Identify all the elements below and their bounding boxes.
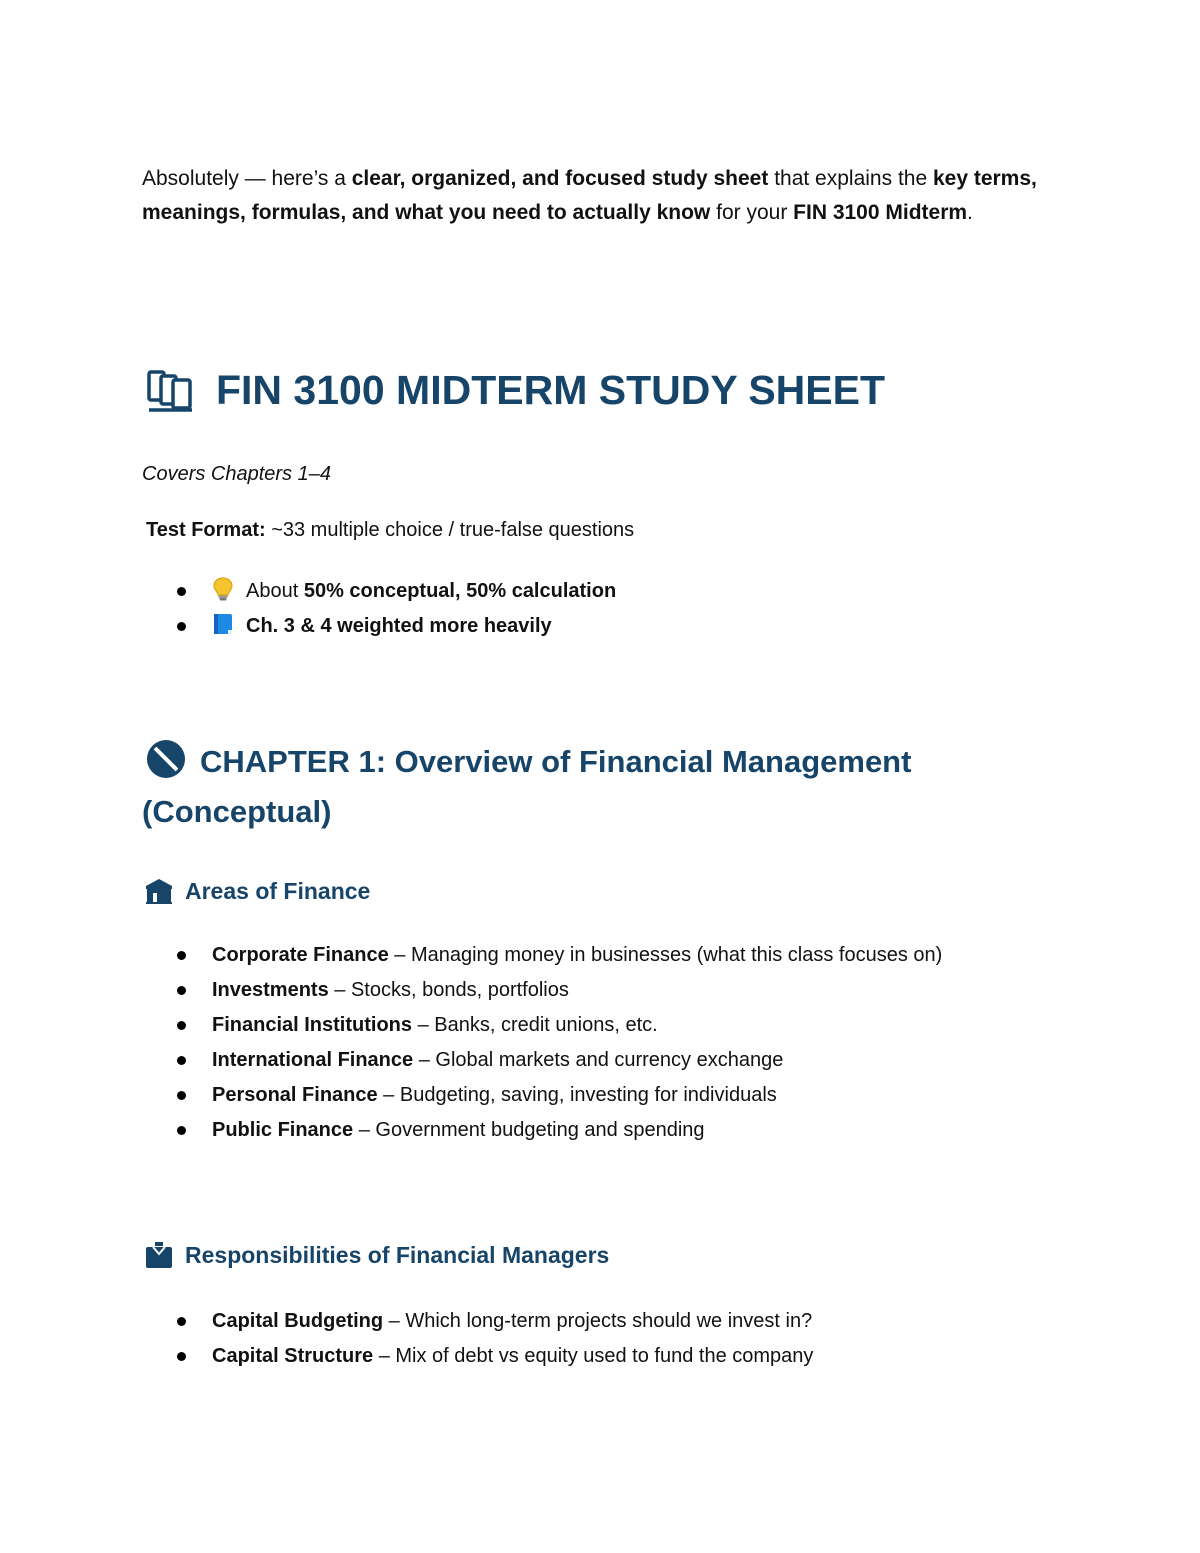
intro-bold-3: FIN 3100 Midterm	[793, 201, 968, 224]
intro-paragraph	[142, 162, 1042, 230]
blue-book-icon	[212, 612, 234, 636]
bullet-text: About	[246, 580, 304, 602]
list-item	[0, 574, 616, 609]
term: Capital Budgeting	[212, 1310, 384, 1332]
definition: – Government budgeting and spending	[353, 1119, 705, 1141]
format-bullet-list	[0, 574, 616, 644]
responsibilities-list	[0, 1304, 813, 1374]
term: Financial Institutions	[212, 1014, 413, 1036]
intro-text-2: that explains the	[768, 167, 933, 190]
definition: – Budgeting, saving, investing for individuals	[377, 1084, 777, 1106]
areas-of-finance-heading	[145, 874, 370, 908]
test-format-line	[146, 515, 634, 545]
intro-bold-2: key terms, meanings, formulas, and what you need to actually know	[142, 167, 1037, 224]
responsibilities-title: Responsibilities of Financial Managers	[185, 1242, 610, 1268]
intro-bold-1: clear, organized, and focused study sheet	[351, 167, 769, 190]
list-item	[0, 609, 616, 644]
definition: – Which long-term projects should we invest in?	[383, 1310, 813, 1332]
covers-subtitle: Covers Chapters 1–4	[142, 463, 331, 485]
list-item	[0, 1339, 813, 1374]
list-item	[0, 938, 942, 973]
term: Public Finance	[212, 1119, 354, 1141]
chapter-1-heading	[142, 737, 1002, 837]
definition: – Managing money in businesses (what this class focuses on)	[388, 944, 943, 966]
areas-of-finance-title: Areas of Finance	[185, 878, 371, 904]
term: Corporate Finance	[212, 944, 389, 966]
definition: – Mix of debt vs equity used to fund the company	[373, 1345, 814, 1367]
list-item	[0, 973, 942, 1008]
list-item	[0, 1304, 813, 1339]
term: Capital Structure	[212, 1345, 374, 1367]
term: Investments	[212, 979, 329, 1001]
areas-list	[0, 938, 942, 1148]
responsibilities-heading	[145, 1238, 609, 1272]
term: International Finance	[212, 1049, 414, 1071]
intro-text-4: .	[967, 201, 973, 224]
page-title	[146, 362, 885, 418]
test-format-value: ~33 multiple choice / true-false questions	[265, 519, 635, 541]
page-title-text: FIN 3100 MIDTERM STUDY SHEET	[216, 367, 886, 413]
bank-icon	[145, 877, 173, 905]
list-item	[0, 1008, 942, 1043]
term: Personal Finance	[212, 1084, 378, 1106]
no-entry-icon	[146, 739, 186, 779]
definition: – Stocks, bonds, portfolios	[328, 979, 569, 1001]
bullet-bold: 50% conceptual, 50% calculation	[303, 580, 617, 602]
books-icon	[146, 366, 198, 414]
definition: – Global markets and currency exchange	[413, 1049, 784, 1071]
intro-text-3: for your	[710, 201, 794, 224]
test-format-label: Test Format:	[146, 519, 266, 541]
definition: – Banks, credit unions, etc.	[412, 1014, 658, 1036]
lightbulb-icon	[212, 577, 234, 601]
list-item	[0, 1113, 942, 1148]
chapter-1-title: CHAPTER 1: Overview of Financial Management (Conceptual)	[142, 744, 912, 829]
intro-text-1: Absolutely — here’s a	[142, 167, 352, 190]
list-item	[0, 1078, 942, 1113]
list-item	[0, 1043, 942, 1078]
bullet-bold: Ch. 3 & 4 weighted more heavily	[246, 615, 552, 637]
briefcase-icon	[145, 1241, 173, 1269]
